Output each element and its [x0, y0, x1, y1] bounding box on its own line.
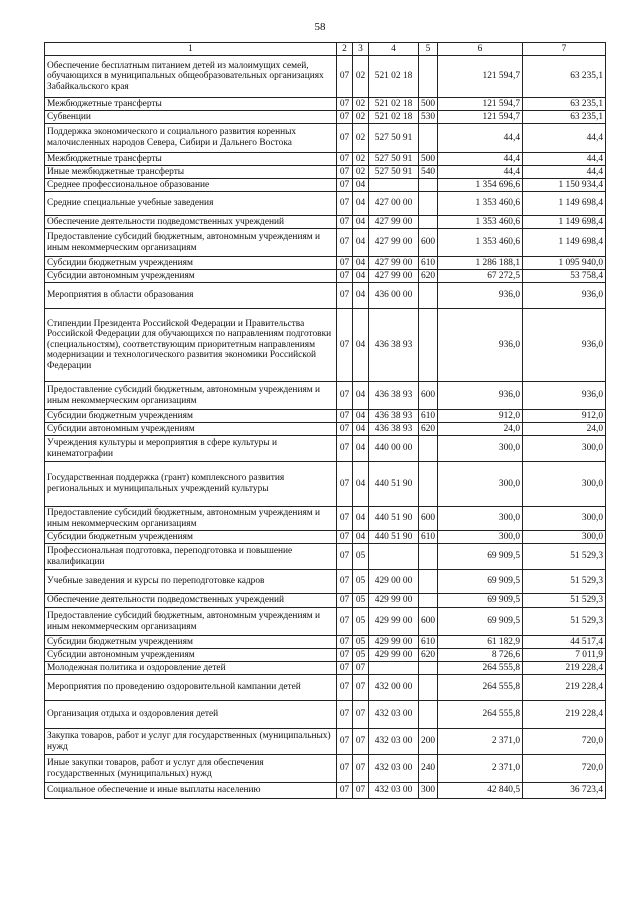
- item-name: Субсидии бюджетным учреждениям: [45, 410, 337, 423]
- expense-type-code: 200: [419, 729, 438, 755]
- section-code: 07: [337, 423, 353, 436]
- subsection-code: 05: [353, 608, 369, 636]
- amount-col6: 300,0: [438, 436, 523, 462]
- table-row: [45, 98, 606, 111]
- section-code: 07: [337, 179, 353, 192]
- table-row: [45, 531, 606, 544]
- expense-type-code: 500: [419, 153, 438, 166]
- subsection-code: 05: [353, 594, 369, 608]
- amount-col6: 936,0: [438, 283, 523, 309]
- expense-type-code: [419, 436, 438, 462]
- amount-col6: 1 286 188,1: [438, 257, 523, 270]
- subsection-code: 02: [353, 56, 369, 98]
- target-article-code: 432 03 00: [369, 783, 419, 799]
- item-name: Субсидии бюджетным учреждениям: [45, 257, 337, 270]
- item-name: Учреждения культуры и мероприятия в сфере культуры и кинематографии: [45, 436, 337, 462]
- section-code: 07: [337, 98, 353, 111]
- item-name: Предоставление субсидий бюджетным, автономным учреждениям и иным некоммерческим организациям: [45, 382, 337, 410]
- table-row: [45, 570, 606, 594]
- subsection-code: 05: [353, 570, 369, 594]
- expense-type-code: [419, 544, 438, 570]
- section-code: 07: [337, 662, 353, 675]
- amount-col7: 936,0: [523, 283, 606, 309]
- amount-col6: 121 594,7: [438, 98, 523, 111]
- table-row: [45, 544, 606, 570]
- amount-col6: 264 555,8: [438, 701, 523, 729]
- subsection-code: 04: [353, 436, 369, 462]
- item-name: Субсидии автономным учреждениям: [45, 270, 337, 283]
- target-article-code: 440 51 90: [369, 531, 419, 544]
- amount-col7: 912,0: [523, 410, 606, 423]
- expense-type-code: 620: [419, 423, 438, 436]
- expense-type-code: 610: [419, 410, 438, 423]
- item-name: Обеспечение деятельности подведомственных учреждений: [45, 594, 337, 608]
- subsection-code: 07: [353, 662, 369, 675]
- expense-type-code: 600: [419, 382, 438, 410]
- section-code: 07: [337, 544, 353, 570]
- amount-col6: 42 840,5: [438, 783, 523, 799]
- item-name: Стипендии Президента Российской Федерации и Правительства Российской Федерации для обучающихся по направлениям подготовки (специальностям), соответствующим приоритетным направлениям модернизации и технологического развития экономики Российской Федерации: [45, 309, 337, 382]
- target-article-code: 440 00 00: [369, 436, 419, 462]
- column-header: 6: [438, 43, 523, 56]
- amount-col7: 63 235,1: [523, 56, 606, 98]
- subsection-code: 07: [353, 675, 369, 701]
- table-row: [45, 594, 606, 608]
- table-row: [45, 56, 606, 98]
- amount-col6: 1 353 460,6: [438, 216, 523, 229]
- amount-col7: 1 149 698,4: [523, 229, 606, 257]
- amount-col7: 44,4: [523, 153, 606, 166]
- amount-col6: 264 555,8: [438, 675, 523, 701]
- target-article-code: 427 99 00: [369, 257, 419, 270]
- amount-col7: 300,0: [523, 507, 606, 531]
- amount-col7: 51 529,3: [523, 608, 606, 636]
- amount-col6: 67 272,5: [438, 270, 523, 283]
- target-article-code: 432 00 00: [369, 675, 419, 701]
- table-row: [45, 608, 606, 636]
- subsection-code: 04: [353, 216, 369, 229]
- amount-col7: 53 758,4: [523, 270, 606, 283]
- subsection-code: 02: [353, 98, 369, 111]
- expense-type-code: [419, 56, 438, 98]
- amount-col6: 69 909,5: [438, 570, 523, 594]
- amount-col6: 44,4: [438, 124, 523, 153]
- expense-type-code: [419, 594, 438, 608]
- table-row: [45, 192, 606, 216]
- amount-col7: 51 529,3: [523, 594, 606, 608]
- table-row: [45, 662, 606, 675]
- amount-col7: 219 228,4: [523, 701, 606, 729]
- amount-col6: 121 594,7: [438, 56, 523, 98]
- amount-col6: 69 909,5: [438, 608, 523, 636]
- amount-col7: 44 517,4: [523, 636, 606, 649]
- section-code: 07: [337, 783, 353, 799]
- column-header: 5: [419, 43, 438, 56]
- amount-col6: 1 353 460,6: [438, 192, 523, 216]
- target-article-code: 527 50 91: [369, 153, 419, 166]
- section-code: 07: [337, 56, 353, 98]
- amount-col7: 720,0: [523, 755, 606, 783]
- table-row: [45, 701, 606, 729]
- amount-col7: 24,0: [523, 423, 606, 436]
- expense-type-code: 600: [419, 507, 438, 531]
- amount-col6: 24,0: [438, 423, 523, 436]
- table-row: [45, 462, 606, 507]
- expense-type-code: 530: [419, 111, 438, 124]
- expense-type-code: 610: [419, 257, 438, 270]
- subsection-code: 02: [353, 111, 369, 124]
- amount-col7: 51 529,3: [523, 544, 606, 570]
- item-name: Профессиональная подготовка, переподготовка и повышение квалификации: [45, 544, 337, 570]
- section-code: 07: [337, 410, 353, 423]
- target-article-code: 436 38 93: [369, 410, 419, 423]
- amount-col6: 264 555,8: [438, 662, 523, 675]
- target-article-code: 429 99 00: [369, 636, 419, 649]
- amount-col6: 69 909,5: [438, 544, 523, 570]
- item-name: Предоставление субсидий бюджетным, автономным учреждениям и иным некоммерческим организациям: [45, 507, 337, 531]
- item-name: Субвенции: [45, 111, 337, 124]
- subsection-code: 07: [353, 783, 369, 799]
- item-name: Обеспечение деятельности подведомственных учреждений: [45, 216, 337, 229]
- section-code: 07: [337, 270, 353, 283]
- target-article-code: 521 02 18: [369, 98, 419, 111]
- amount-col6: 44,4: [438, 153, 523, 166]
- target-article-code: 436 38 93: [369, 382, 419, 410]
- amount-col7: 63 235,1: [523, 111, 606, 124]
- table-row: [45, 270, 606, 283]
- item-name: Средние специальные учебные заведения: [45, 192, 337, 216]
- amount-col7: 36 723,4: [523, 783, 606, 799]
- subsection-code: 04: [353, 410, 369, 423]
- item-name: Предоставление субсидий бюджетным, автономным учреждениям и иным некоммерческим организациям: [45, 608, 337, 636]
- amount-col6: 61 182,9: [438, 636, 523, 649]
- column-header: 3: [353, 43, 369, 56]
- target-article-code: 527 50 91: [369, 124, 419, 153]
- amount-col7: 7 011,9: [523, 649, 606, 662]
- item-name: Государственная поддержка (грант) комплексного развития региональных и муниципальных учреждений культуры: [45, 462, 337, 507]
- amount-col7: 219 228,4: [523, 662, 606, 675]
- subsection-code: 04: [353, 531, 369, 544]
- column-header: 2: [337, 43, 353, 56]
- target-article-code: 521 02 18: [369, 56, 419, 98]
- table-row: [45, 124, 606, 153]
- item-name: Субсидии бюджетным учреждениям: [45, 531, 337, 544]
- table-row: [45, 257, 606, 270]
- subsection-code: 04: [353, 507, 369, 531]
- table-row: [45, 216, 606, 229]
- section-code: 07: [337, 531, 353, 544]
- section-code: 07: [337, 111, 353, 124]
- section-code: 07: [337, 507, 353, 531]
- section-code: 07: [337, 570, 353, 594]
- amount-col6: 300,0: [438, 462, 523, 507]
- item-name: Мероприятия по проведению оздоровительной кампании детей: [45, 675, 337, 701]
- subsection-code: 05: [353, 544, 369, 570]
- amount-col6: 2 371,0: [438, 755, 523, 783]
- table-row: [45, 636, 606, 649]
- table-row: [45, 309, 606, 382]
- target-article-code: 521 02 18: [369, 111, 419, 124]
- item-name: Субсидии бюджетным учреждениям: [45, 636, 337, 649]
- item-name: Социальное обеспечение и иные выплаты населению: [45, 783, 337, 799]
- subsection-code: 04: [353, 283, 369, 309]
- subsection-code: 04: [353, 257, 369, 270]
- subsection-code: 02: [353, 124, 369, 153]
- item-name: Закупка товаров, работ и услуг для государственных (муниципальных) нужд: [45, 729, 337, 755]
- section-code: 07: [337, 675, 353, 701]
- section-code: 07: [337, 755, 353, 783]
- section-code: 07: [337, 462, 353, 507]
- target-article-code: 432 03 00: [369, 729, 419, 755]
- amount-col7: 1 150 934,4: [523, 179, 606, 192]
- section-code: 07: [337, 153, 353, 166]
- expense-type-code: [419, 216, 438, 229]
- section-code: 07: [337, 192, 353, 216]
- target-article-code: 429 99 00: [369, 594, 419, 608]
- amount-col6: 8 726,6: [438, 649, 523, 662]
- target-article-code: 436 00 00: [369, 283, 419, 309]
- subsection-code: 04: [353, 423, 369, 436]
- column-header: 1: [45, 43, 337, 56]
- item-name: Субсидии автономным учреждениям: [45, 423, 337, 436]
- table-row: [45, 229, 606, 257]
- table-body: [45, 56, 606, 799]
- amount-col6: 2 371,0: [438, 729, 523, 755]
- section-code: 07: [337, 309, 353, 382]
- expense-type-code: 620: [419, 270, 438, 283]
- target-article-code: 429 99 00: [369, 608, 419, 636]
- target-article-code: 429 99 00: [369, 649, 419, 662]
- amount-col7: 300,0: [523, 462, 606, 507]
- table-row: [45, 675, 606, 701]
- table-row: [45, 755, 606, 783]
- amount-col7: 1 149 698,4: [523, 216, 606, 229]
- expense-type-code: [419, 570, 438, 594]
- item-name: Мероприятия в области образования: [45, 283, 337, 309]
- expense-type-code: [419, 192, 438, 216]
- expense-type-code: [419, 179, 438, 192]
- section-code: 07: [337, 216, 353, 229]
- section-code: 07: [337, 608, 353, 636]
- expense-type-code: [419, 124, 438, 153]
- table-row: [45, 436, 606, 462]
- expense-type-code: 610: [419, 636, 438, 649]
- table-row: [45, 382, 606, 410]
- subsection-code: 07: [353, 755, 369, 783]
- subsection-code: 07: [353, 701, 369, 729]
- amount-col6: 912,0: [438, 410, 523, 423]
- subsection-code: 04: [353, 229, 369, 257]
- amount-col6: 300,0: [438, 531, 523, 544]
- amount-col6: 936,0: [438, 309, 523, 382]
- target-article-code: 440 51 90: [369, 507, 419, 531]
- item-name: Учебные заведения и курсы по переподготовке кадров: [45, 570, 337, 594]
- table-header-row: [45, 43, 606, 56]
- target-article-code: 427 99 00: [369, 216, 419, 229]
- item-name: Молодежная политика и оздоровление детей: [45, 662, 337, 675]
- target-article-code: 427 00 00: [369, 192, 419, 216]
- amount-col7: 44,4: [523, 124, 606, 153]
- table-row: [45, 111, 606, 124]
- amount-col7: 44,4: [523, 166, 606, 179]
- expense-type-code: 300: [419, 783, 438, 799]
- item-name: Среднее профессиональное образование: [45, 179, 337, 192]
- column-header: 7: [523, 43, 606, 56]
- table-row: [45, 283, 606, 309]
- section-code: 07: [337, 124, 353, 153]
- expense-type-code: 600: [419, 608, 438, 636]
- target-article-code: [369, 179, 419, 192]
- amount-col7: 51 529,3: [523, 570, 606, 594]
- item-name: Иные межбюджетные трансферты: [45, 166, 337, 179]
- expense-type-code: 500: [419, 98, 438, 111]
- target-article-code: 427 99 00: [369, 229, 419, 257]
- subsection-code: 04: [353, 270, 369, 283]
- section-code: 07: [337, 436, 353, 462]
- target-article-code: [369, 662, 419, 675]
- amount-col6: 1 353 460,6: [438, 229, 523, 257]
- amount-col7: 63 235,1: [523, 98, 606, 111]
- amount-col7: 300,0: [523, 531, 606, 544]
- section-code: 07: [337, 166, 353, 179]
- table-row: [45, 423, 606, 436]
- subsection-code: 05: [353, 636, 369, 649]
- item-name: Межбюджетные трансферты: [45, 98, 337, 111]
- subsection-code: 02: [353, 153, 369, 166]
- table-row: [45, 166, 606, 179]
- subsection-code: 04: [353, 382, 369, 410]
- budget-table: [44, 42, 606, 799]
- subsection-code: 04: [353, 309, 369, 382]
- section-code: 07: [337, 636, 353, 649]
- table-row: [45, 729, 606, 755]
- item-name: Иные закупки товаров, работ и услуг для обеспечения государственных (муниципальных) нужд: [45, 755, 337, 783]
- table-row: [45, 410, 606, 423]
- target-article-code: 432 03 00: [369, 701, 419, 729]
- amount-col7: 1 095 940,0: [523, 257, 606, 270]
- table-row: [45, 153, 606, 166]
- target-article-code: 427 99 00: [369, 270, 419, 283]
- target-article-code: 429 00 00: [369, 570, 419, 594]
- expense-type-code: 540: [419, 166, 438, 179]
- section-code: 07: [337, 283, 353, 309]
- expense-type-code: [419, 675, 438, 701]
- item-name: Поддержка экономического и социального развития коренных малочисленных народов Севера, Сибири и Дальнего Востока: [45, 124, 337, 153]
- amount-col6: 121 594,7: [438, 111, 523, 124]
- section-code: 07: [337, 229, 353, 257]
- table-row: [45, 179, 606, 192]
- item-name: Субсидии автономным учреждениям: [45, 649, 337, 662]
- target-article-code: 527 50 91: [369, 166, 419, 179]
- column-header: 4: [369, 43, 419, 56]
- section-code: 07: [337, 257, 353, 270]
- target-article-code: 440 51 90: [369, 462, 419, 507]
- amount-col7: 936,0: [523, 382, 606, 410]
- amount-col7: 219 228,4: [523, 675, 606, 701]
- subsection-code: 04: [353, 462, 369, 507]
- table-row: [45, 783, 606, 799]
- item-name: Обеспечение бесплатным питанием детей из малоимущих семей, обучающихся в муниципальных общеобразовательных организациях Забайкальского края: [45, 56, 337, 98]
- subsection-code: 02: [353, 166, 369, 179]
- amount-col7: 936,0: [523, 309, 606, 382]
- expense-type-code: [419, 309, 438, 382]
- item-name: Межбюджетные трансферты: [45, 153, 337, 166]
- section-code: 07: [337, 729, 353, 755]
- target-article-code: 436 38 93: [369, 423, 419, 436]
- amount-col6: 1 354 696,6: [438, 179, 523, 192]
- amount-col7: 300,0: [523, 436, 606, 462]
- page-number: 58: [314, 21, 326, 33]
- expense-type-code: [419, 662, 438, 675]
- table-row: [45, 649, 606, 662]
- expense-type-code: 620: [419, 649, 438, 662]
- expense-type-code: 610: [419, 531, 438, 544]
- subsection-code: 07: [353, 729, 369, 755]
- amount-col6: 300,0: [438, 507, 523, 531]
- target-article-code: 436 38 93: [369, 309, 419, 382]
- section-code: 07: [337, 701, 353, 729]
- expense-type-code: [419, 462, 438, 507]
- expense-type-code: [419, 701, 438, 729]
- subsection-code: 04: [353, 179, 369, 192]
- section-code: 07: [337, 594, 353, 608]
- amount-col6: 936,0: [438, 382, 523, 410]
- target-article-code: [369, 544, 419, 570]
- table-row: [45, 507, 606, 531]
- expense-type-code: 240: [419, 755, 438, 783]
- item-name: Предоставление субсидий бюджетным, автономным учреждениям и иным некоммерческим организациям: [45, 229, 337, 257]
- target-article-code: 432 03 00: [369, 755, 419, 783]
- subsection-code: 05: [353, 649, 369, 662]
- amount-col6: 69 909,5: [438, 594, 523, 608]
- amount-col7: 1 149 698,4: [523, 192, 606, 216]
- subsection-code: 04: [353, 192, 369, 216]
- item-name: Организация отдыха и оздоровления детей: [45, 701, 337, 729]
- amount-col7: 720,0: [523, 729, 606, 755]
- section-code: 07: [337, 649, 353, 662]
- expense-type-code: [419, 283, 438, 309]
- expense-type-code: 600: [419, 229, 438, 257]
- section-code: 07: [337, 382, 353, 410]
- amount-col6: 44,4: [438, 166, 523, 179]
